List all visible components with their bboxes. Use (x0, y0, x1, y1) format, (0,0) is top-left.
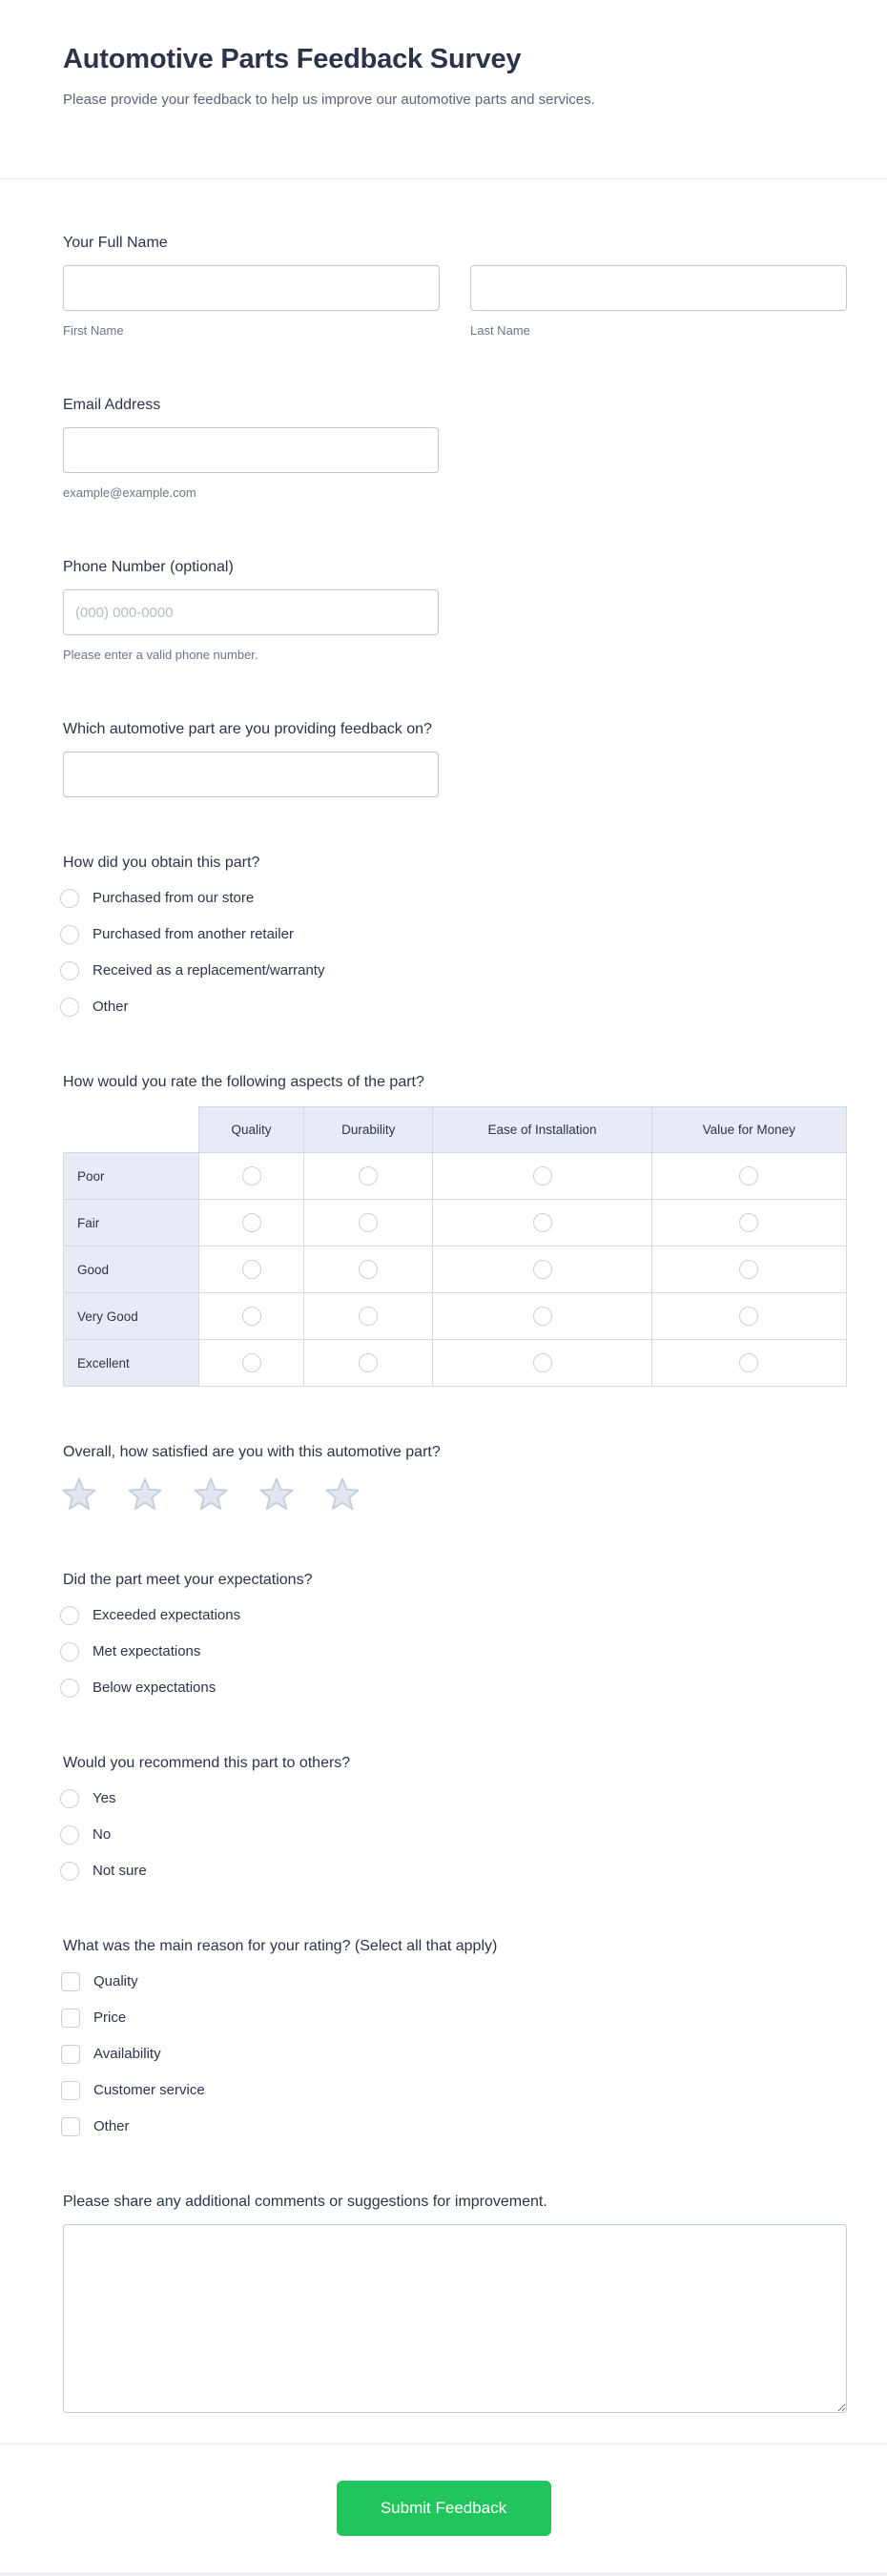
matrix-radio-icon[interactable] (533, 1260, 552, 1279)
matrix-row-label: Poor (64, 1153, 199, 1200)
obtain-label: How did you obtain this part? (63, 855, 260, 871)
matrix-radio-icon[interactable] (739, 1307, 758, 1326)
question-comments (63, 2192, 847, 2413)
last-name-col (470, 265, 847, 340)
expectations-options (63, 1606, 847, 1698)
question-email (63, 395, 847, 502)
matrix-radio-icon[interactable] (533, 1213, 552, 1232)
form-header (0, 0, 887, 179)
matrix-radio-icon[interactable] (359, 1353, 378, 1372)
matrix-radio-icon[interactable] (533, 1353, 552, 1372)
obtain-option-other[interactable] (63, 998, 847, 1017)
expectations-label: Did the part meet your expectations? (63, 1572, 313, 1588)
submit-feedback-button[interactable]: Submit Feedback (337, 2481, 551, 2536)
last-name-sublabel: Last Name (470, 323, 530, 338)
radio-icon[interactable] (60, 1679, 79, 1698)
reason-option-price[interactable] (63, 2009, 847, 2028)
matrix-radio-icon[interactable] (359, 1213, 378, 1232)
matrix-corner-cell (64, 1107, 199, 1153)
recommend-option-label: Not sure (93, 1863, 147, 1879)
question-expectations (63, 1570, 847, 1698)
recommend-option-yes[interactable] (63, 1789, 847, 1808)
reason-option-label: Price (93, 2009, 127, 2026)
matrix-radio-icon[interactable] (739, 1166, 758, 1185)
question-obtain (63, 853, 847, 1017)
matrix-col-header: Ease of Installation (433, 1107, 651, 1153)
phone-label: Phone Number (optional) (63, 559, 234, 575)
matrix-col-header: Value for Money (651, 1107, 846, 1153)
reason-option-label: Quality (93, 1973, 138, 1989)
question-satisfaction (63, 1442, 847, 1515)
matrix-radio-icon[interactable] (359, 1166, 378, 1185)
question-matrix (63, 1072, 847, 1387)
question-phone (63, 557, 847, 664)
matrix-row-label: Very Good (64, 1293, 199, 1340)
matrix-row-poor (64, 1153, 847, 1200)
matrix-label: How would you rate the following aspects of the part? (63, 1074, 424, 1090)
obtain-option-store[interactable] (63, 889, 847, 908)
question-full-name (63, 233, 847, 340)
radio-icon[interactable] (60, 1825, 79, 1844)
star-icon[interactable] (193, 1476, 229, 1515)
recommend-option-label: Yes (93, 1790, 116, 1806)
matrix-radio-icon[interactable] (242, 1260, 261, 1279)
radio-icon[interactable] (60, 925, 79, 944)
radio-icon[interactable] (60, 998, 79, 1017)
recommend-option-no[interactable] (63, 1825, 847, 1844)
matrix-radio-icon[interactable] (533, 1307, 552, 1326)
reason-option-label: Customer service (93, 2082, 205, 2098)
radio-icon[interactable] (60, 1862, 79, 1881)
checkbox-icon[interactable] (61, 2045, 80, 2064)
email-label: Email Address (63, 397, 161, 413)
name-row (63, 265, 847, 340)
form-subtitle: Please provide your feedback to help us improve our automotive parts and services. (63, 92, 595, 108)
matrix-radio-icon[interactable] (359, 1260, 378, 1279)
expectations-option-label: Exceeded expectations (93, 1607, 241, 1623)
reason-label: What was the main reason for your rating? (Select all that apply) (63, 1938, 498, 1954)
obtain-option-label: Received as a replacement/warranty (93, 962, 325, 979)
submit-row (0, 2444, 887, 2536)
expectations-option-label: Met expectations (93, 1643, 201, 1659)
checkbox-icon[interactable] (61, 2117, 80, 2136)
matrix-row-label: Good (64, 1247, 199, 1293)
matrix-radio-icon[interactable] (359, 1307, 378, 1326)
comments-label: Please share any additional comments or suggestions for improvement. (63, 2194, 547, 2210)
obtain-option-label: Purchased from another retailer (93, 926, 294, 942)
checkbox-icon[interactable] (61, 2009, 80, 2028)
question-reason (63, 1936, 847, 2136)
radio-icon[interactable] (60, 1789, 79, 1808)
recommend-label: Would you recommend this part to others? (63, 1755, 351, 1771)
expectations-option-label: Below expectations (93, 1680, 217, 1696)
reason-options (63, 1972, 847, 2136)
star-icon[interactable] (61, 1476, 97, 1515)
email-sublabel: example@example.com (63, 485, 196, 500)
obtain-option-label: Other (93, 999, 129, 1015)
question-recommend (63, 1753, 847, 1881)
obtain-option-label: Purchased from our store (93, 890, 255, 906)
first-name-col (63, 265, 440, 340)
matrix-radio-icon[interactable] (739, 1260, 758, 1279)
form-body (0, 179, 887, 2413)
recommend-option-not-sure[interactable] (63, 1862, 847, 1881)
checkbox-icon[interactable] (61, 2081, 80, 2100)
last-name-input[interactable] (470, 265, 847, 311)
checkbox-icon[interactable] (61, 1972, 80, 1991)
first-name-input[interactable] (63, 265, 440, 311)
reason-option-customer-service[interactable] (63, 2081, 847, 2100)
expectations-option-below[interactable] (63, 1679, 847, 1698)
expectations-option-met[interactable] (63, 1642, 847, 1661)
matrix-col-header: Quality (199, 1107, 304, 1153)
phone-input[interactable] (63, 589, 439, 635)
matrix-row-label: Fair (64, 1200, 199, 1247)
reason-option-label: Other (93, 2118, 130, 2134)
first-name-sublabel: First Name (63, 323, 124, 338)
full-name-label: Your Full Name (63, 235, 168, 251)
matrix-radio-icon[interactable] (242, 1353, 261, 1372)
matrix-row-excellent (64, 1340, 847, 1387)
rating-matrix-table (63, 1106, 847, 1387)
radio-icon[interactable] (60, 1642, 79, 1661)
matrix-radio-icon[interactable] (242, 1213, 261, 1232)
reason-option-label: Availability (93, 2046, 161, 2062)
reason-option-quality[interactable] (63, 1972, 847, 1991)
matrix-row-very-good (64, 1293, 847, 1340)
part-label: Which automotive part are you providing feedback on? (63, 721, 432, 737)
question-part (63, 719, 847, 797)
star-icon[interactable] (324, 1476, 361, 1515)
reason-option-availability[interactable] (63, 2045, 847, 2064)
recommend-options (63, 1789, 847, 1881)
part-input[interactable] (63, 752, 439, 797)
recommend-option-label: No (93, 1826, 112, 1843)
radio-icon[interactable] (60, 961, 79, 980)
matrix-col-header: Durability (304, 1107, 433, 1153)
expectations-option-exceeded[interactable] (63, 1606, 847, 1625)
star-rating (61, 1476, 847, 1515)
satisfaction-label: Overall, how satisfied are you with this automotive part? (63, 1444, 441, 1460)
matrix-radio-icon[interactable] (739, 1213, 758, 1232)
matrix-row-label: Excellent (64, 1340, 199, 1387)
radio-icon[interactable] (60, 1606, 79, 1625)
phone-sublabel: Please enter a valid phone number. (63, 648, 258, 662)
obtain-option-retailer[interactable] (63, 925, 847, 944)
star-icon[interactable] (127, 1476, 163, 1515)
form-title: Automotive Parts Feedback Survey (63, 44, 522, 74)
obtain-option-warranty[interactable] (63, 961, 847, 980)
matrix-radio-icon[interactable] (533, 1166, 552, 1185)
matrix-radio-icon[interactable] (242, 1166, 261, 1185)
reason-option-other[interactable] (63, 2117, 847, 2136)
obtain-options (63, 889, 847, 1017)
comments-textarea[interactable] (63, 2224, 847, 2413)
star-icon[interactable] (258, 1476, 295, 1515)
matrix-row-fair (64, 1200, 847, 1247)
matrix-radio-icon[interactable] (739, 1353, 758, 1372)
matrix-row-good (64, 1247, 847, 1293)
matrix-radio-icon[interactable] (242, 1307, 261, 1326)
email-input[interactable] (63, 427, 439, 473)
radio-icon[interactable] (60, 889, 79, 908)
